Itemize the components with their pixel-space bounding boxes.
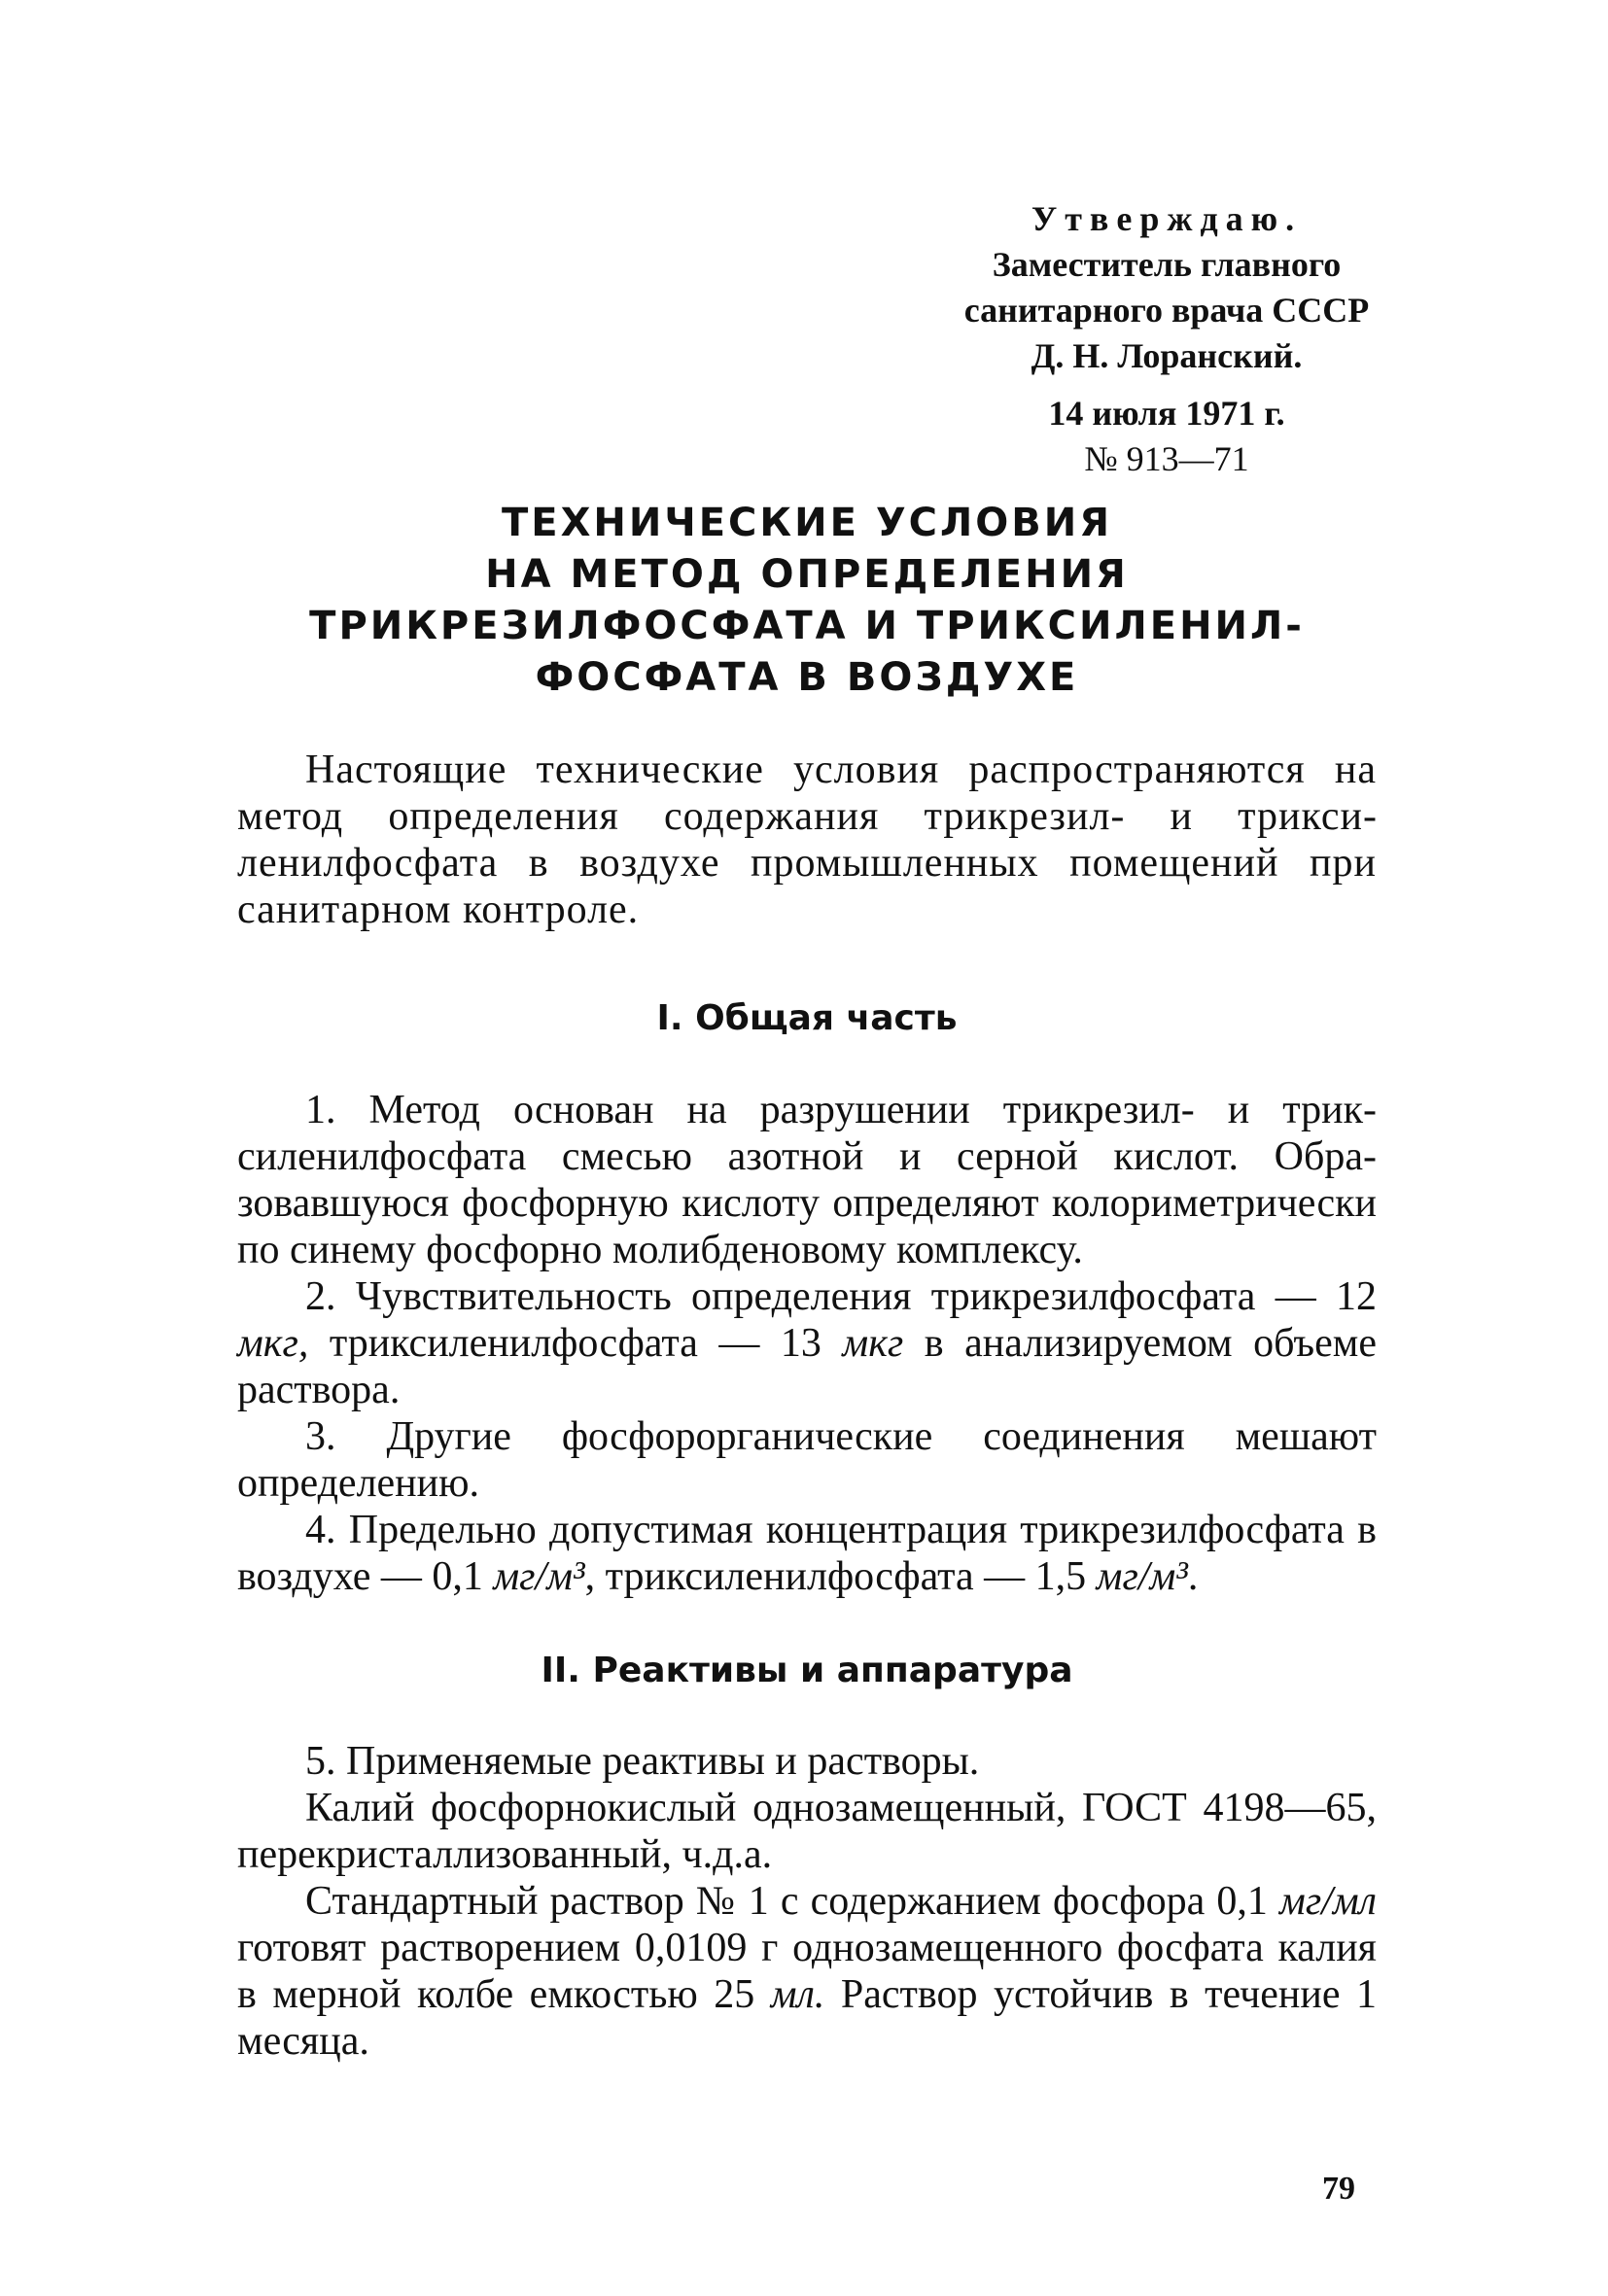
paragraph-3: 3. Другие фосфорорганические соединения мешают определению. [237, 1414, 1377, 1506]
paragraph-7: Стандартный раствор № 1 с содержанием фосфора 0,1 мг/мл готовят растворением 0,0109 г однозамещенного фосфата калия в мерной колбе емкостью 25 мл. Раствор устойчив в течение 1 месяца. [237, 1879, 1377, 2064]
section-1-heading: I. Общая часть [656, 998, 958, 1038]
unit-mg-m3-2: мг/м³ [1096, 1554, 1188, 1599]
paragraph-4: 4. Предельно допустимая концентрация трикрезилфосфата в воздухе — 0,1 мг/м³, триксиленилфосфата — 1,5 мг/м³. [237, 1508, 1377, 1599]
approval-block [933, 196, 1400, 482]
section-1-body [237, 1087, 1377, 1600]
paragraph-2: 2. Чувствительность определения трикрезилфосфата — 12 мкг, триксиленилфосфата — 13 мкг в анализируемом объеме раствора. [237, 1274, 1377, 1412]
approval-position: Заместитель главного [992, 245, 1342, 284]
title-line-1: ТЕХНИЧЕСКИЕ УСЛОВИЯ [501, 501, 1112, 545]
approval-position-cont: санитарного врача СССР [963, 291, 1370, 330]
unit-mkg-1: мкг, [237, 1321, 309, 1366]
section-2-heading: II. Реактивы и аппаратура [541, 1651, 1073, 1690]
title-line-4: ФОСФАТА В ВОЗДУХЕ [535, 655, 1079, 700]
title-line-2: НА МЕТОД ОПРЕДЕЛЕНИЯ [485, 552, 1129, 597]
unit-ml: мл. [770, 1972, 825, 2017]
title-line-3: ТРИКРЕЗИЛФОСФАТА И ТРИКСИЛЕНИЛ- [309, 604, 1305, 648]
unit-mg-m3-1: мг/м³ [493, 1554, 585, 1599]
page-number: 79 [1322, 2171, 1355, 2207]
intro-section [237, 747, 1377, 933]
approval-number: № 913—71 [1084, 439, 1249, 478]
intro-paragraph: Настоящие технические условия распространяются на метод определения содержания трикрезил- и триксиленилфосфата в воздухе промышленных помещений при санитарном контроле. [237, 748, 1377, 932]
unit-mg-ml: мг/мл [1279, 1879, 1377, 1924]
document-title [194, 498, 1419, 704]
paragraph-6: Калий фосфорнокислый однозамещенный, ГОСТ 4198—65, перекристаллизованный, ч.д.а. [237, 1786, 1377, 1877]
section-2-body [237, 1738, 1377, 2065]
approval-signatory: Д. Н. Лоранский. [1031, 336, 1303, 375]
unit-mkg-2: мкг [842, 1321, 904, 1366]
paragraph-5: 5. Применяемые реактивы и растворы. [305, 1739, 980, 1784]
approval-word: Утверждаю. [1031, 199, 1303, 238]
approval-date: 14 июля 1971 г. [1048, 394, 1285, 433]
paragraph-1: 1. Метод основан на разрушении трикрезил- и триксиленилфосфата смесью азотной и серной кислот. Образовавшуюся фосфорную кислоту определяют колориметрически по синему фосфорно молибденовому комплексу. [237, 1088, 1377, 1272]
